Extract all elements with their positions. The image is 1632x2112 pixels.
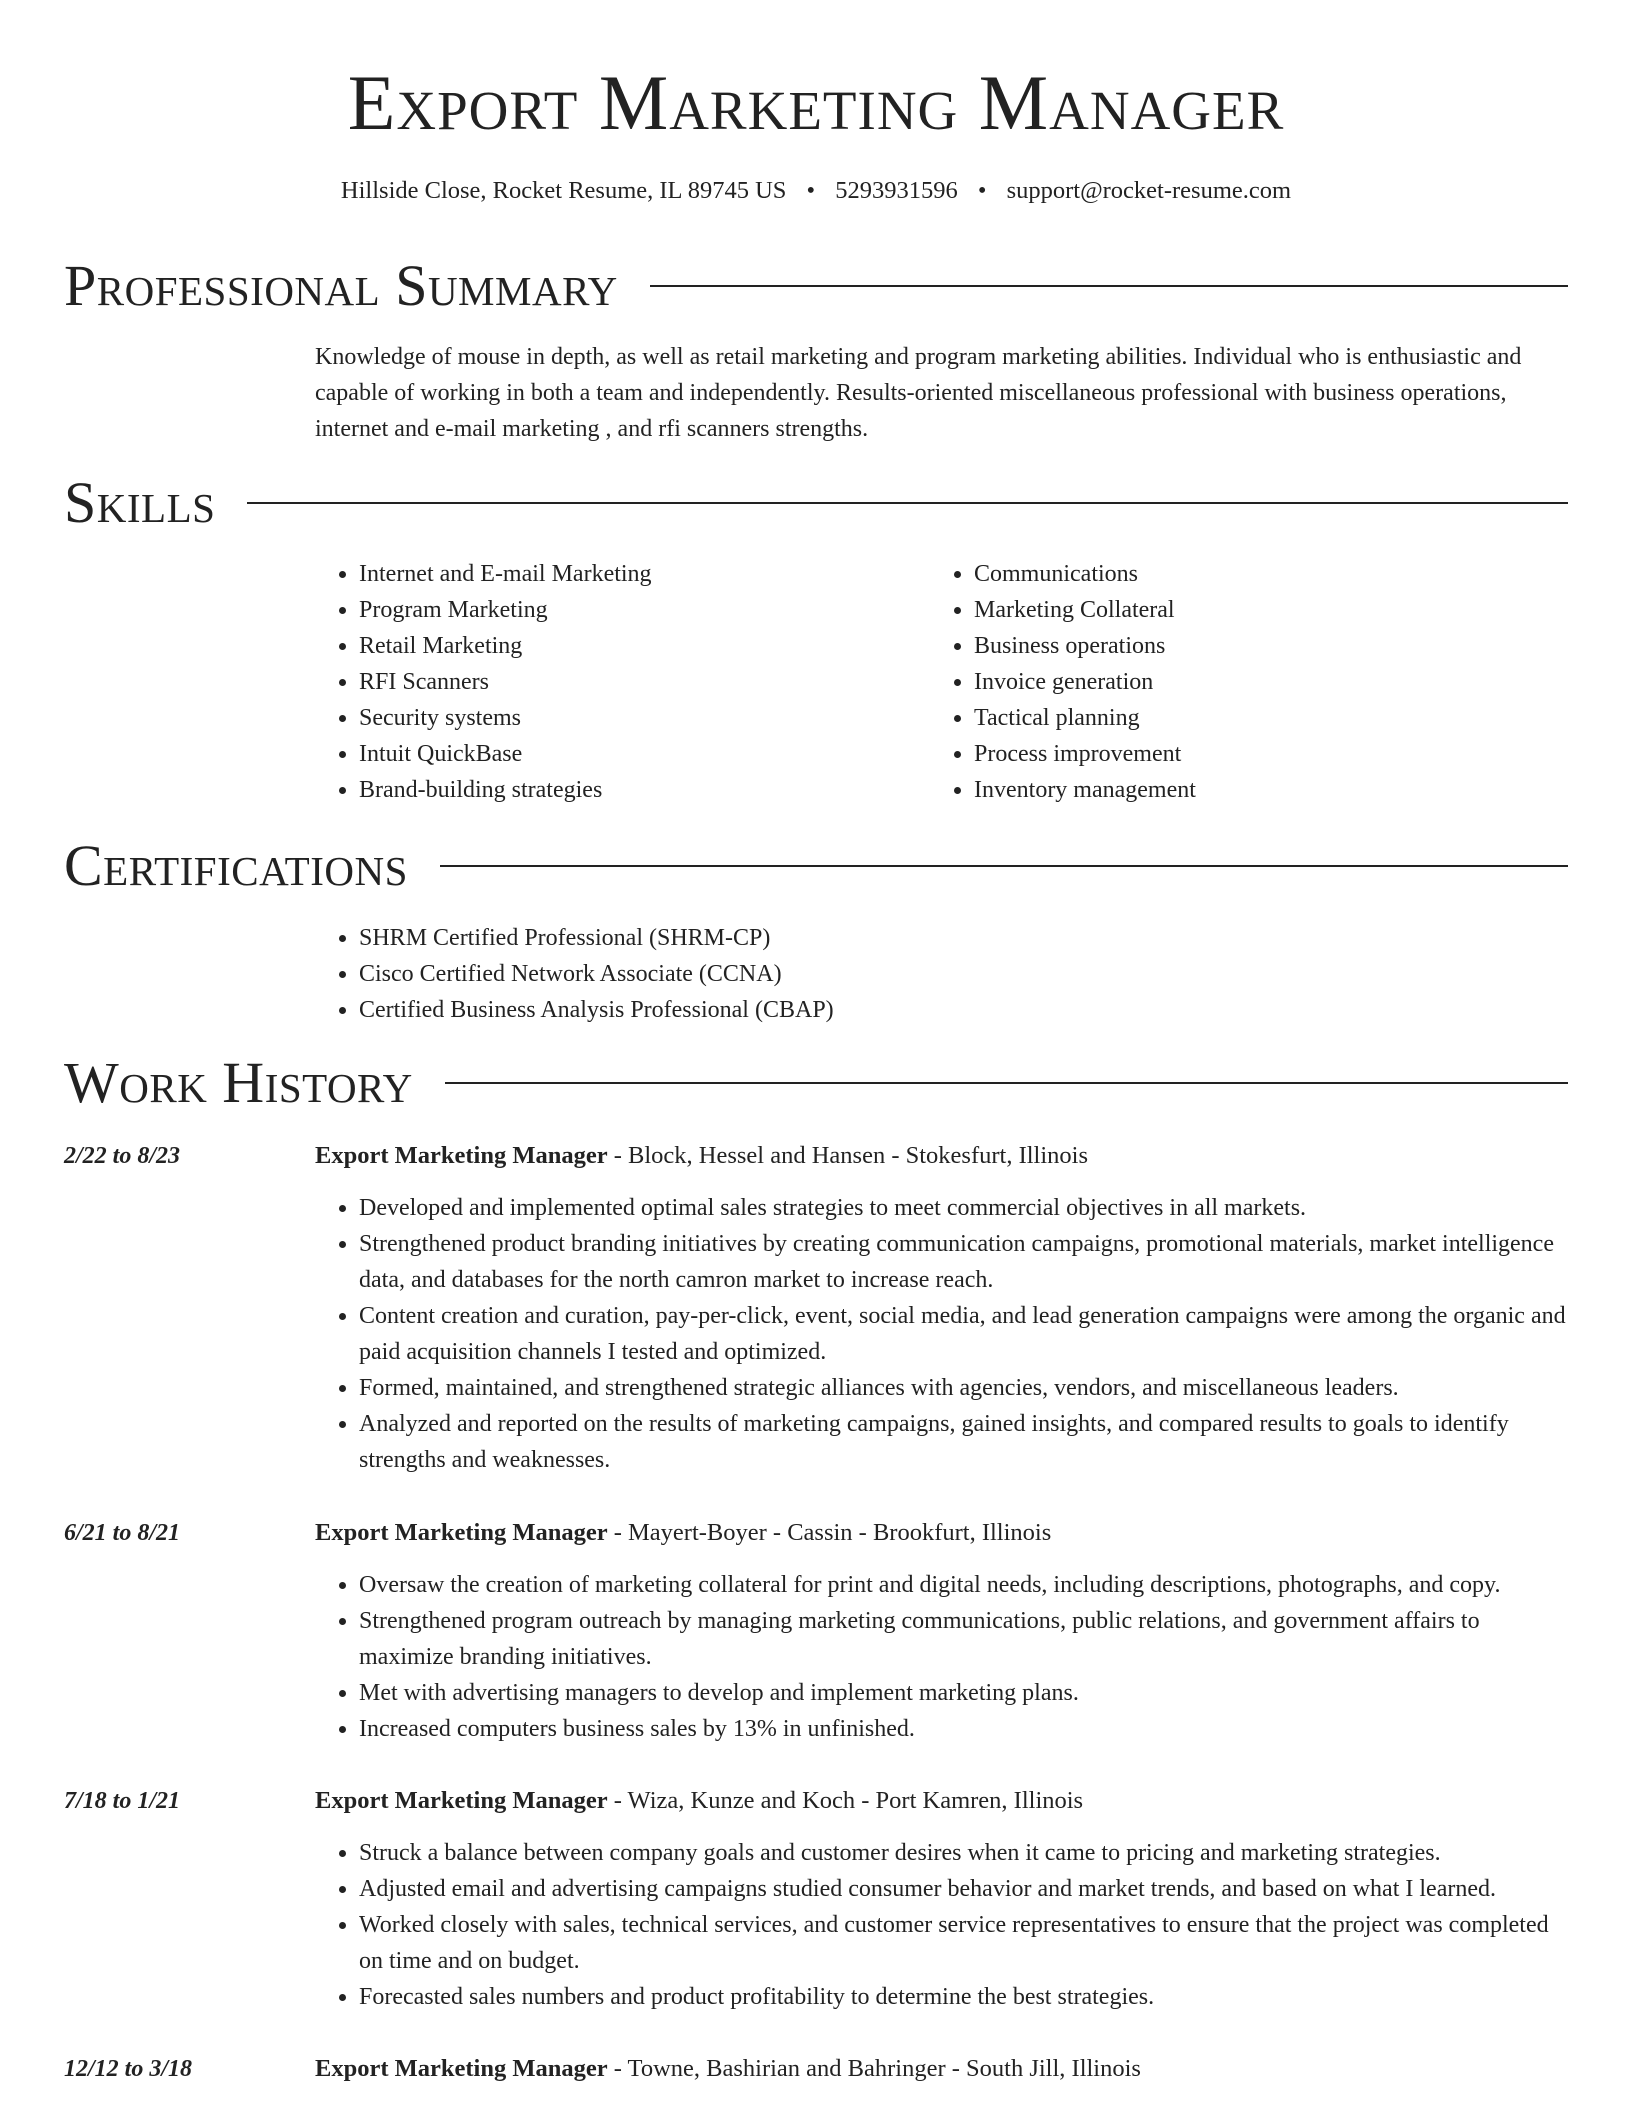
job-bullets — [315, 1190, 1568, 1478]
skills-list-left — [315, 556, 895, 808]
job-bullet: • Oversaw the creation of marketing collateral for print and digital needs, including descriptions, photographs, and copy. — [359, 1567, 1568, 1603]
certification-item: • SHRM Certified Professional (SHRM-CP) — [359, 920, 1515, 956]
skill-item: • Tactical planning — [974, 700, 1510, 736]
job-heading — [315, 1783, 1568, 1819]
job-bullets — [315, 1567, 1568, 1747]
certifications-heading: Certifications — [64, 833, 408, 898]
skill-item: • Invoice generation — [974, 664, 1510, 700]
skill-item: • Internet and E-mail Marketing — [359, 556, 895, 592]
job-employer: - Mayert-Boyer - Cassin - Brookfurt, Illinois — [607, 1519, 1052, 1546]
skill-item: • Inventory management — [974, 772, 1510, 808]
job-dates: 7/18 to 1/21 — [64, 1788, 181, 1814]
job-bullet: • Strengthened program outreach by managing marketing communications, public relations, and government affairs to maximize branding initiatives. — [359, 1603, 1568, 1675]
work-section-header — [64, 1050, 1568, 1115]
job-bullet: • Strengthened product branding initiatives by creating communication campaigns, promotional materials, market intelligence data, and databases for the north camron market to increase reach. — [359, 1226, 1568, 1298]
skill-item: • RFI Scanners — [359, 664, 895, 700]
job-employer: - Block, Hessel and Hansen - Stokesfurt, Illinois — [607, 1142, 1088, 1169]
job-dates: 2/22 to 8/23 — [64, 1143, 181, 1169]
job-bullet: • Struck a balance between company goals and customer desires when it came to pricing and marketing strategies. — [359, 1835, 1568, 1871]
skill-item: • Process improvement — [974, 736, 1510, 772]
skill-item: • Intuit QuickBase — [359, 736, 895, 772]
job-heading — [315, 1515, 1568, 1551]
job-employer: - Wiza, Kunze and Koch - Port Kamren, Illinois — [607, 1787, 1084, 1814]
job-dates: 12/12 to 3/18 — [64, 2056, 193, 2082]
skill-item: • Brand-building strategies — [359, 772, 895, 808]
summary-text: Knowledge of mouse in depth, as well as retail marketing and program marketing abilities. Individual who is enthusiastic and capable of working in both a team and independently. Results-oriented miscellaneous professional with business operations, internet and e-mail marketing , and rfi scanners strengths. — [315, 344, 1522, 442]
job-bullet: • Met with advertising managers to develop and implement marketing plans. — [359, 1675, 1568, 1711]
skill-item: • Communications — [974, 556, 1510, 592]
skill-item: • Retail Marketing — [359, 628, 895, 664]
resume-title: Export Marketing Manager — [347, 59, 1285, 146]
skill-item: • Security systems — [359, 700, 895, 736]
job-bullet: • Content creation and curation, pay-per-click, event, social media, and lead generation campaigns were among the organic and paid acquisition channels I tested and optimized. — [359, 1298, 1568, 1370]
section-divider — [247, 502, 1568, 504]
skills-heading: Skills — [64, 470, 216, 535]
skill-item: • Marketing Collateral — [974, 592, 1510, 628]
skills-left-column — [315, 556, 895, 808]
contact-separator: • — [806, 177, 816, 204]
job-bullet: • Increased computers business sales by 13% in unfinished. — [359, 1711, 1568, 1747]
certifications-section-header — [64, 833, 1568, 898]
job-employer: - Towne, Bashirian and Bahringer - South Jill, Illinois — [607, 2055, 1141, 2082]
job-heading — [315, 2051, 1568, 2087]
work-heading: Work History — [64, 1050, 413, 1115]
certifications-block — [315, 920, 1515, 1028]
job-bullet: • Developed and implemented optimal sales strategies to meet commercial objectives in all markets. — [359, 1190, 1568, 1226]
contact-separator: • — [977, 177, 987, 204]
job-bullets — [315, 1835, 1568, 2015]
job-bullet: • Formed, maintained, and strengthened strategic alliances with agencies, vendors, and miscellaneous leaders. — [359, 1370, 1568, 1406]
skills-list-right — [930, 556, 1510, 808]
certification-item: • Certified Business Analysis Professional (CBAP) — [359, 992, 1515, 1028]
skill-item: • Business operations — [974, 628, 1510, 664]
job-title: Export Marketing Manager — [315, 1519, 608, 1546]
summary-heading: Professional Summary — [64, 253, 618, 318]
job-bullet: • Analyzed and reported on the results of marketing campaigns, gained insights, and compared results to goals to identify strengths and weaknesses. — [359, 1406, 1568, 1478]
section-divider — [440, 865, 1568, 867]
contact-address: Hillside Close, Rocket Resume, IL 89745 US — [340, 177, 787, 204]
skills-section-header — [64, 470, 1568, 535]
job-heading — [315, 1138, 1568, 1174]
job-bullet: • Forecasted sales numbers and product profitability to determine the best strategies. — [359, 1979, 1568, 2015]
contact-line — [0, 176, 1632, 206]
certification-item: • Cisco Certified Network Associate (CCNA) — [359, 956, 1515, 992]
job-bullet: • Adjusted email and advertising campaigns studied consumer behavior and market trends, and based on what I learned. — [359, 1871, 1568, 1907]
section-divider — [445, 1082, 1568, 1084]
skills-right-column — [930, 556, 1510, 808]
section-divider — [650, 285, 1568, 287]
job-title: Export Marketing Manager — [315, 1142, 608, 1169]
certifications-list — [315, 920, 1515, 1028]
summary-section-header — [64, 253, 1568, 318]
job-title: Export Marketing Manager — [315, 1787, 608, 1814]
job-bullet: • Worked closely with sales, technical services, and customer service representatives to ensure that the project was completed on time and on budget. — [359, 1907, 1568, 1979]
job-title: Export Marketing Manager — [315, 2055, 608, 2082]
skill-item: • Program Marketing — [359, 592, 895, 628]
job-bullet-list — [315, 1835, 1568, 2015]
contact-phone: 5293931596 — [835, 177, 958, 204]
job-dates: 6/21 to 8/21 — [64, 1520, 181, 1546]
job-bullet-list — [315, 1567, 1568, 1747]
job-bullet-list — [315, 1190, 1568, 1478]
contact-email: support@rocket-resume.com — [1006, 177, 1292, 204]
